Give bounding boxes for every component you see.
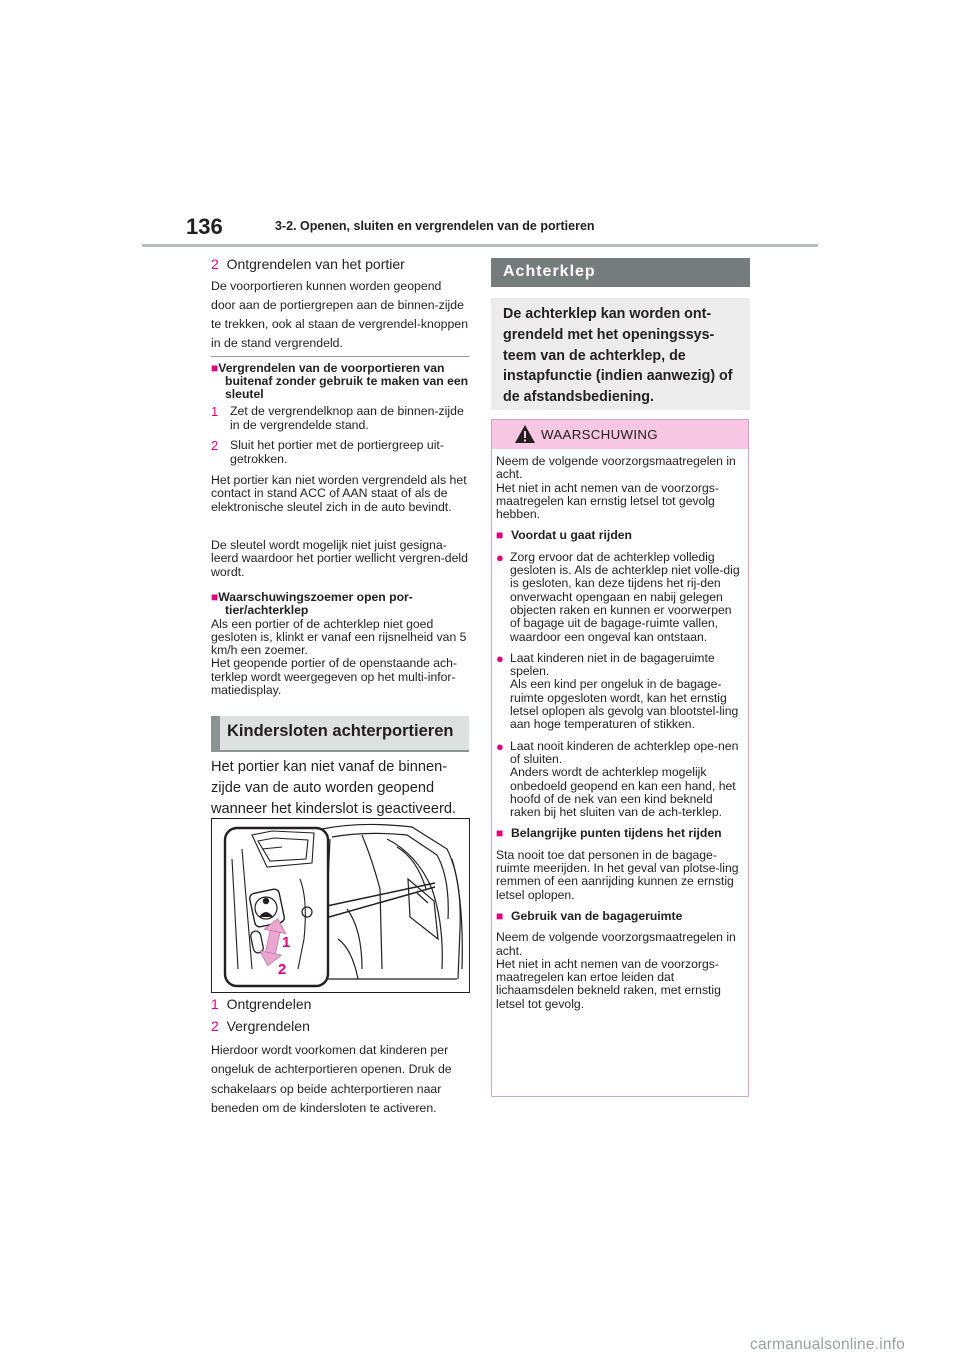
warning-intro-line: Neem de volgende voorzorgsmaatregelen in acht. — [496, 454, 736, 482]
warning-paragraph-line: Het niet in acht nemen van de voorzorgs-maatregelen kan ertoe leiden dat lichaamsdelen bekneld raken, met ernstig letsel tot gevolg. — [496, 956, 721, 1011]
divider — [211, 356, 469, 357]
square-bullet-icon: ■ — [211, 361, 219, 375]
figure-legend-2 — [211, 1018, 310, 1034]
warning-subheading-text: Gebruik van de bagageruimte — [511, 908, 683, 923]
legend-text: Vergrendelen — [226, 1018, 310, 1034]
step-number: 2 — [211, 438, 219, 453]
warning-bullet — [496, 740, 740, 820]
section-heading-text: Achterklep — [503, 263, 596, 280]
section-heading-text: Kindersloten achterportieren — [227, 722, 454, 740]
step-number: 1 — [211, 404, 219, 419]
warning-subheading — [496, 529, 740, 542]
square-bullet-icon: ■ — [496, 826, 504, 841]
warning-bullet — [496, 652, 740, 732]
buzzer-text: Het geopende portier of de openstaande ach-terklep wordt weergegeven op het multi-infor-matiedisplay. — [211, 656, 457, 698]
tailgate-intro-text: De achterklep kan worden ont-grendeld met het openingssys-teem van de achterklep, de instapfunctie (indien aanwezig) of de afstandsbediening. — [503, 306, 733, 406]
warning-subheading-text: Voordat u gaat rijden — [511, 528, 632, 543]
warning-bullet-text: Anders wordt de achterklep mogelijk onbedoeld geopend en kan een hand, het hoofd of de nek van een kind bekneld raken bij het sluiten van de ach-terklep. — [510, 765, 736, 820]
warning-subheading — [496, 827, 740, 840]
square-bullet-icon: ■ — [496, 528, 504, 543]
warning-intro — [496, 455, 740, 521]
warning-intro-line: Het niet in acht nemen van de voorzorgs-maatregelen kan ernstig letsel tot gevolg hebben. — [496, 480, 719, 522]
page-number: 136 — [186, 214, 223, 239]
subheading-lock-front-doors — [211, 362, 473, 401]
step-number: 2 — [211, 256, 219, 272]
tailgate-intro-box — [491, 298, 750, 410]
square-bullet-icon: ■ — [496, 908, 504, 923]
unlock-intro: De voorportieren kunnen worden geopend door aan de portiergrepen aan de binnen-zijde te trekken, ook al staan de vergrendel-knoppen in de stand vergrendeld. — [211, 279, 469, 350]
warning-paragraph-line: Neem de volgende voorzorgsmaatregelen in acht. — [496, 930, 736, 958]
warning-paragraph — [496, 931, 740, 1011]
warning-box — [491, 419, 749, 1097]
step-title: Ontgrendelen van het portier — [226, 256, 405, 272]
figure-legend-1 — [211, 996, 311, 1012]
circle-bullet-icon: ● — [496, 738, 504, 754]
warning-body — [496, 455, 740, 1019]
lock-step-2 — [211, 439, 469, 466]
step-text: Zet de vergrendelknop aan de binnen-zijde in de vergrendelde stand. — [230, 404, 464, 432]
figure-label-1: 1 — [282, 934, 291, 951]
warning-subheading-text: Belangrijke punten tijdens het rijden — [511, 826, 722, 841]
warning-subheading — [496, 910, 740, 923]
subheading-door-buzzer — [211, 591, 473, 697]
header-rule — [142, 244, 818, 247]
lock-step-1 — [211, 405, 469, 432]
warning-triangle-icon — [514, 424, 536, 444]
section-heading-tailgate — [491, 258, 750, 287]
circle-bullet-icon: ● — [496, 650, 504, 666]
circle-bullet-icon: ● — [496, 549, 504, 565]
warning-bullet-text: Laat kinderen niet in de bagageruimte spelen. — [510, 650, 715, 679]
square-bullet-icon: ■ — [211, 590, 219, 604]
watermark: carmanualsonline.info — [750, 1336, 905, 1353]
child-lock-illustration — [211, 818, 470, 993]
warning-bullet-text: Zorg ervoor dat de achterklep volledig gesloten is. Als de achterklep niet volle-dig is gesloten, kan deze tijdens het rij-den onverwacht opengaan en nabij gelegen objecten raken en kunnen er voorwerpen of bagage uit de bagage-ruimte vallen, waardoor een ongeval kan ontstaan. — [510, 549, 740, 644]
child-lock-intro: Het portier kan niet vanaf de binnen-zijde van de auto worden geopend wanneer het kinderslot is geactiveerd. — [211, 759, 456, 817]
warning-title: WAARSCHUWING — [541, 427, 658, 442]
subheading-text: Waarschuwingszoemer open por-tier/achterklep — [218, 590, 413, 618]
legend-text: Ontgrendelen — [226, 996, 312, 1012]
warning-bullet — [496, 551, 740, 644]
legend-number: 2 — [211, 1018, 219, 1034]
car-door-illustration — [212, 819, 469, 992]
warning-header — [492, 420, 748, 449]
note-paragraph: Het portier kan niet worden vergrendeld als het contact in stand ACC of AAN staat of als de elektronische sleutel zich in de auto bevindt. — [211, 473, 467, 514]
section-heading-child-locks — [211, 716, 469, 750]
legend-number: 1 — [211, 996, 219, 1012]
section-title: 3-2. Openen, sluiten en vergrendelen van de portieren — [275, 219, 595, 233]
buzzer-text: Als een portier of de achterklep niet goed gesloten is, klinkt er vanaf een rijsnelheid van 5 km/h een zoemer. — [211, 616, 467, 658]
warning-paragraph: Sta nooit toe dat personen in de bagage-ruimte meerijden. In het geval van plotse-ling remmen of een aanrijding kunnen ze ernstig letsel oplopen. — [496, 847, 739, 902]
warning-bullet-text: Als een kind per ongeluk in de bagage-ruimte opgesloten wordt, kan het ernstig letsel oplopen als gevolg van blootstel-ling aan hoge temperaturen of stikken. — [510, 677, 739, 732]
figure-label-2: 2 — [278, 961, 287, 978]
step-text: Sluit het portier met de portiergreep uit-getrokken. — [230, 438, 444, 466]
subheading-text: Vergrendelen van de voorportieren van buitenaf zonder gebruik te maken van een sleutel — [218, 361, 469, 401]
warning-bullet-text: Laat nooit kinderen de achterklep ope-nen of sluiten. — [510, 738, 739, 766]
step-heading — [211, 256, 405, 272]
child-lock-note: Hierdoor wordt voorkomen dat kinderen per ongeluk de achterportieren openen. Druk de schakelaars op beide achterportieren naar beneden om de kindersloten te activeren. — [211, 1043, 452, 1115]
note-paragraph: De sleutel wordt mogelijk niet juist gesigna-leerd waardoor het portier wellicht vergren-deld wordt. — [211, 538, 468, 579]
